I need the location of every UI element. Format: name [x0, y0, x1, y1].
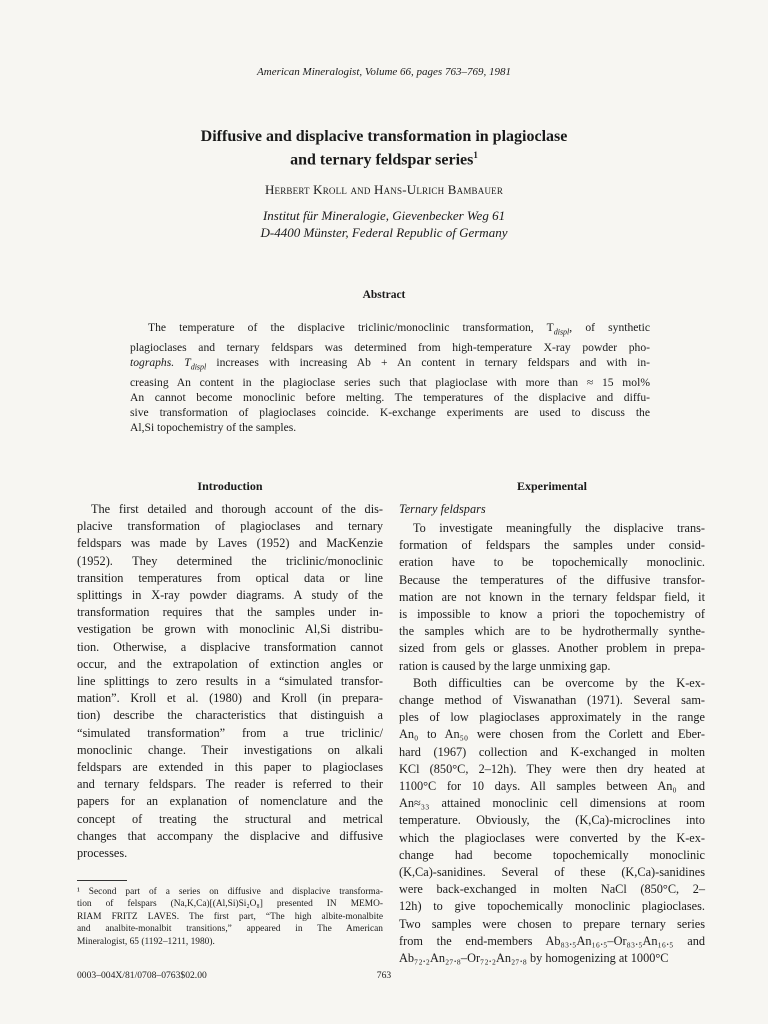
abstract-sub: displ	[553, 327, 570, 337]
abstract-text: , of synthetic	[569, 321, 650, 334]
paragraph-line: (1952). They determined the triclinic/monoclinic	[77, 553, 383, 568]
paragraph-line: The first detailed and thorough account of the dis-	[91, 502, 383, 516]
footnote-line: RIAM FRITZ LAVES. The first part, “The high albite-monalbite	[77, 911, 383, 922]
introduction-body	[77, 501, 383, 862]
introduction-column	[77, 478, 383, 862]
experimental-column	[399, 478, 705, 967]
abstract-line: An cannot become monoclinic before melting. The temperatures of the displacive and diffu-	[130, 390, 650, 404]
paragraph-line: 1100°C for 10 days. All samples between An₀ and	[399, 779, 705, 794]
paragraph-line: eration have to be topochemically monoclinic.	[399, 555, 705, 570]
ternary-feldspars-subheading: Ternary feldspars	[399, 502, 486, 516]
abstract-heading: Abstract	[362, 289, 406, 301]
footnote-line: tion of felspars (Na,K,Ca)[(Al,Si)Si₂O₈] presented IN MEMO-	[77, 899, 383, 910]
abstract-text: The temperature of the displacive triclinic/monoclinic transformation, T	[148, 321, 554, 334]
paragraph-line: (K,Ca)-sanidines. Several of these (K,Ca)-sanidines	[399, 865, 705, 880]
article-title	[0, 128, 768, 169]
paragraph-line: monoclinic change. Their investigations on alkali	[77, 742, 383, 757]
footnote	[77, 886, 383, 948]
paragraph-line: tion. Otherwise, a displacive transformation cannot	[77, 639, 383, 654]
abstract-line: creasing An content in the plagioclase series such that plagioclase with more than ≈ 15 mol%	[130, 375, 650, 389]
affiliation-line-2: D-4400 Münster, Federal Republic of Germany	[260, 225, 508, 240]
journal-citation: American Mineralogist, Volume 66, pages 763–769, 1981	[257, 66, 511, 78]
paragraph-line: mation”. Kroll et al. (1980) and Kroll (in prepara-	[77, 691, 383, 706]
paragraph-line: sized from gels or glasses. Another problem in prepa-	[399, 641, 705, 656]
footnote-line: and analbite-monalbit transitions,” appeared in The American	[77, 924, 383, 935]
abstract-sub: displ	[190, 362, 207, 372]
paragraph-line: An₀ to An₅₀ were chosen from the Corlett and Eber-	[399, 727, 705, 742]
paragraph-line: mation are not known in the ternary feldspar field, it	[399, 589, 705, 604]
footnote-line: Mineralogist, 65 (1192–1211, 1980).	[77, 936, 215, 947]
paragraph-line: occur, and the extrapolation of extinction angles or	[77, 656, 383, 671]
affiliation	[0, 207, 768, 241]
paragraph-line: change had become topochemically monoclinic	[399, 847, 705, 862]
paragraph-line: To investigate meaningfully the displacive trans-	[413, 521, 705, 535]
footnote-line: ¹ Second part of a series on diffusive and displacive transforma-	[77, 887, 383, 897]
paragraph-line: tion) describe the characteristics that distinguish a	[77, 708, 383, 723]
abstract-body	[130, 320, 650, 436]
paragraph-line: is impossible to know a priori the topochemistry of	[399, 607, 705, 622]
title-line-1: Diffusive and displacive transformation in plagioclase	[200, 128, 568, 145]
paragraph-line: ration is caused by the large unmixing gap.	[399, 658, 611, 673]
paragraph-line: ples of low plagioclases approximately in the range	[399, 710, 705, 725]
introduction-heading: Introduction	[197, 479, 263, 493]
paragraph-line: transition temperatures from optical data or line	[77, 570, 383, 585]
abstract-line	[130, 355, 650, 375]
paragraph-line: formation of feldspars the samples under consid-	[399, 538, 705, 553]
paragraph-line: Both difficulties can be overcome by the K-ex-	[413, 675, 705, 690]
paragraph-line: 12h) to give topochemically monoclinic plagioclases.	[399, 899, 705, 914]
footer-code: 0003–004X/81/0708–0763$02.00	[77, 970, 207, 981]
paragraph-line: “simulated transformation” from a true triclinic/	[77, 725, 383, 740]
experimental-body	[399, 520, 705, 967]
paragraph-line: temperature. Obviously, the (K,Ca)-microclines into	[399, 813, 705, 828]
abstract-line: sive transformation of plagioclases coincide. K-exchange experiments are used to discuss the	[130, 406, 650, 420]
paragraph-line: transformation requires that the samples under in-	[77, 605, 383, 620]
abstract-text: increases with increasing Ab + An content in ternary feldspars and with in-	[206, 355, 650, 369]
paragraph-line: KCl (850°C, 2–12h). They were then dry heated at	[399, 761, 705, 776]
abstract-text: tographs. T	[130, 355, 191, 369]
paragraph-line: papers for an explanation of nomenclature and the	[77, 794, 383, 809]
paragraph-line: Ab₇₂.₂An₂₇.₈–Or₇₂.₂An₂₇.₈ by homogenizing at 1000°C	[399, 951, 669, 966]
abstract-line: plagioclases and ternary feldspars was determined from high-temperature X-ray powder pho-	[130, 340, 650, 354]
paragraph-line: which the plagioclases were converted by the K-ex-	[399, 830, 705, 845]
affiliation-line-1: Institut für Mineralogie, Gievenbecker Weg 61	[262, 208, 506, 223]
paragraph-line: vestigation be grown with monoclinic Al,Si distribu-	[77, 622, 383, 637]
title-line-2	[0, 146, 768, 169]
footnote-rule	[77, 880, 127, 881]
paragraph-line: splittings in X-ray powder diagrams. A study of the	[77, 588, 383, 603]
paragraph-line: concept of treating the structural and metrical	[77, 811, 383, 826]
paragraph-line: the samples which are to be hydrothermally synthe-	[399, 624, 705, 639]
paragraph-line: processes.	[77, 846, 128, 861]
paragraph-line: changes that accompany the displacive and diffusive	[77, 828, 383, 843]
paragraph-line: Two samples were chosen to prepare ternary series	[399, 916, 705, 931]
title-footnote-mark: 1	[473, 150, 478, 160]
paragraph-line: hard (1967) collection and K-exchanged in molten	[399, 744, 705, 759]
title-line-2-text: and ternary feldspar series	[290, 151, 474, 169]
paragraph-line: from the end-members Ab₈₃.₅An₁₆.₅–Or₈₃.₅An₁₆.₅ and	[399, 933, 705, 948]
abstract-line: Al,Si topochemistry of the samples.	[130, 421, 297, 435]
paragraph-line: Because the temperatures of the diffusive transfor-	[399, 572, 705, 587]
paragraph-line: were back-exchanged in molten NaCl (850°C, 2–	[399, 882, 705, 897]
paragraph-line: placive transformation of plagioclases and ternary	[77, 519, 383, 534]
authors: Herbert Kroll and Hans-Ulrich Bambauer	[264, 182, 504, 197]
paragraph-line: and ternary feldspars. The reader is referred to their	[77, 777, 383, 792]
experimental-heading: Experimental	[517, 479, 587, 493]
paragraph-line: line splittings to zero results in a “simulated transfor-	[77, 674, 383, 689]
paragraph-line: change method of Viswanathan (1971). Several sam-	[399, 693, 705, 708]
page-number: 763	[376, 970, 392, 981]
paragraph-line: feldspars are extended in this paper to plagioclases	[77, 760, 383, 775]
paragraph-line: feldspars was made by Laves (1952) and MacKenzie	[77, 536, 383, 551]
abstract-line	[130, 320, 650, 340]
paragraph-line: An≈₃₃ attained monoclinic cell dimensions at room	[399, 796, 705, 811]
